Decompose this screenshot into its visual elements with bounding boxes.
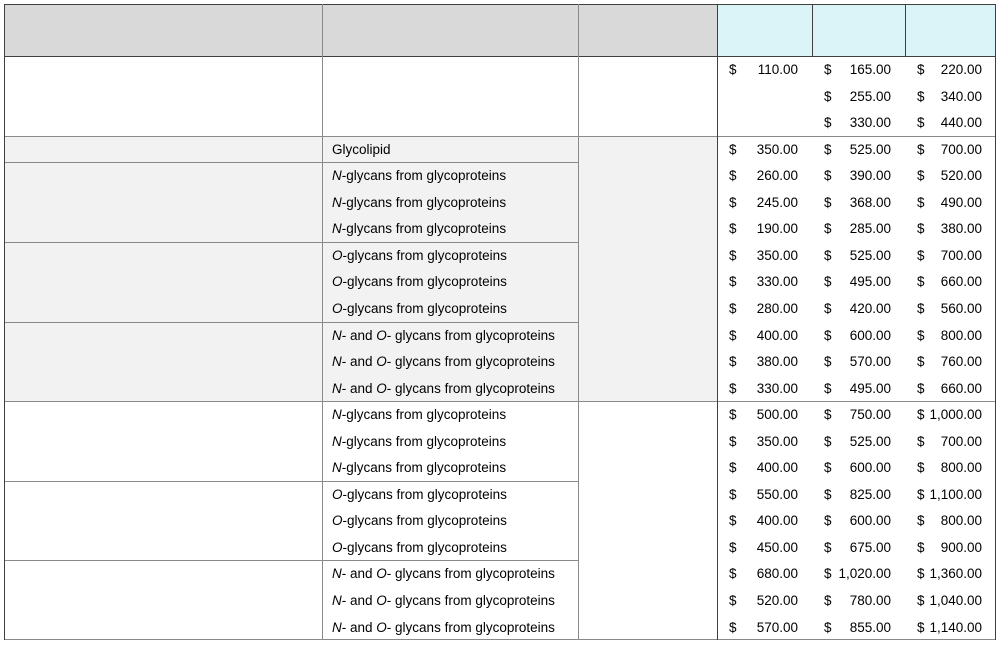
table-bottom-border [4,639,996,640]
currency-symbol: $ [917,168,925,184]
currency-symbol: $ [917,513,925,529]
price-amount: 855.00 [849,619,891,635]
price-amount: 400.00 [756,460,798,476]
currency-symbol: $ [824,327,832,343]
corporate-price-cell [905,89,996,105]
currency-symbol: $ [729,380,737,396]
currency-symbol: $ [917,460,925,476]
group-divider [4,242,578,243]
resolution-divider [578,401,717,402]
currency-symbol: $ [917,380,925,396]
academic-price-cell [812,513,905,529]
corporate-price-cell [905,620,996,636]
corporate-price-cell [905,62,996,78]
price-amount: 600.00 [849,460,891,476]
glycan-type-cell: N- and O- glycans from glycoproteins [332,593,555,608]
currency-symbol: $ [917,619,925,635]
type-col-divider [578,4,579,640]
currency-symbol: $ [824,194,832,210]
glycan-type-cell: N-glycans from glycoproteins [332,168,507,184]
corporate-price-cell [905,328,996,344]
currency-symbol: $ [824,168,832,184]
glycan-type-cell: N-glycans from glycoproteins [332,460,507,476]
academic-price-cell [812,566,905,582]
price-amount: 400.00 [756,513,798,529]
academic-price-cell [812,434,905,450]
currency-symbol: $ [729,513,737,529]
price-amount: 1,020.00 [838,566,891,582]
price-amount: 800.00 [940,513,982,529]
currency-symbol: $ [917,221,925,237]
currency-symbol: $ [824,593,832,608]
price-amount: 220.00 [940,62,982,77]
currency-symbol: $ [729,141,737,157]
header-glycan-resolution [578,4,717,56]
corporate-price-cell [905,566,996,582]
price-table [4,4,996,644]
bidmc-price-cell [717,593,812,609]
table-right-border [995,4,996,640]
price-amount: 330.00 [756,274,798,290]
academic-price-cell [812,142,905,158]
academic-price-cell [812,274,905,290]
glycan-type-cell: O-glycans from glycoproteins [332,539,507,555]
currency-symbol: $ [824,221,832,237]
price-amount: 680.00 [756,566,798,582]
corporate-price-cell [905,460,996,476]
currency-symbol: $ [824,619,832,635]
header-glycan-type [322,4,578,56]
academic-price-cell [812,195,905,211]
currency-symbol: $ [917,566,925,582]
glycan-type-cell: N- and O- glycans from glycoproteins [332,619,555,635]
bidmc-col-divider [812,4,813,56]
corporate-price-cell [905,381,996,397]
currency-symbol: $ [824,354,832,370]
academic-price-cell [812,487,905,503]
price-amount: 760.00 [940,354,982,370]
price-amount: 550.00 [756,486,798,502]
price-amount: 570.00 [849,354,891,370]
currency-symbol: $ [729,300,737,316]
currency-symbol: $ [729,539,737,555]
bidmc-price-cell [717,513,812,529]
price-amount: 750.00 [849,407,891,423]
currency-symbol: $ [729,274,737,290]
currency-symbol: $ [824,539,832,555]
currency-symbol: $ [824,566,832,582]
bidmc-price-cell [717,142,812,158]
academic-price-cell [812,115,905,131]
price-amount: 260.00 [756,168,798,184]
price-amount: 490.00 [940,194,982,210]
corporate-price-cell [905,513,996,529]
price-amount: 700.00 [940,433,982,449]
currency-symbol: $ [917,88,925,104]
currency-symbol: $ [824,407,832,423]
academic-price-cell [812,248,905,264]
price-amount: 800.00 [940,327,982,343]
bidmc-price-cell [717,62,812,78]
corporate-price-cell [905,434,996,450]
bidmc-price-cell [717,487,812,503]
price-amount: 350.00 [756,141,798,157]
academic-price-cell [812,354,905,370]
bidmc-price-cell [717,195,812,211]
price-section-divider [717,401,996,402]
currency-symbol: $ [729,327,737,343]
price-amount: 350.00 [756,247,798,263]
price-amount: 285.00 [849,221,891,237]
currency-symbol: $ [824,62,832,77]
corporate-price-cell [905,168,996,184]
price-amount: 660.00 [940,274,982,290]
price-amount: 245.00 [756,194,798,210]
price-amount: 368.00 [849,194,891,210]
table-top-border [4,4,996,5]
group-divider [4,401,578,402]
price-amount: 380.00 [940,221,982,237]
price-amount: 350.00 [756,433,798,449]
currency-symbol: $ [824,274,832,290]
price-amount: 255.00 [849,88,891,104]
bidmc-price-cell [717,540,812,556]
corporate-price-cell [905,540,996,556]
price-amount: 525.00 [849,433,891,449]
price-amount: 340.00 [940,88,982,104]
header-bottom-border [4,56,996,57]
price-amount: 1,360.00 [929,566,982,582]
corporate-price-cell [905,487,996,503]
na-resolution-merged [578,56,717,136]
currency-symbol: $ [729,221,737,237]
service-col-divider [322,4,323,640]
corporate-price-cell [905,221,996,237]
price-amount: 600.00 [849,327,891,343]
currency-symbol: $ [729,593,737,608]
academic-price-cell [812,620,905,636]
glycan-type-cell: Glycolipid [332,141,391,157]
currency-symbol: $ [729,247,737,263]
glycan-type-cell: N- and O- glycans from glycoproteins [332,327,555,343]
currency-symbol: $ [917,407,925,423]
bidmc-price-cell [717,460,812,476]
currency-symbol: $ [824,433,832,449]
glycan-type-cell: N-glycans from glycoproteins [332,433,507,449]
corporate-price-cell [905,354,996,370]
price-amount: 1,140.00 [929,619,982,635]
currency-symbol: $ [824,380,832,396]
price-amount: 520.00 [940,168,982,184]
price-amount: 660.00 [940,380,982,396]
corporate-price-cell [905,115,996,131]
currency-symbol: $ [729,433,737,449]
academic-price-cell [812,328,905,344]
currency-symbol: $ [824,460,832,476]
price-amount: 390.00 [849,168,891,184]
price-amount: 440.00 [940,115,982,131]
na-type-merged [322,56,578,136]
group-divider [4,481,578,482]
currency-symbol: $ [824,115,832,131]
currency-symbol: $ [729,566,737,582]
currency-symbol: $ [917,62,925,77]
academic-price-cell [812,381,905,397]
price-amount: 700.00 [940,141,982,157]
price-amount: 330.00 [756,380,798,396]
currency-symbol: $ [917,141,925,157]
price-amount: 1,040.00 [929,593,982,608]
structure-merged [578,401,717,640]
academic-price-cell [812,460,905,476]
academic-price-cell [812,221,905,237]
currency-symbol: $ [824,88,832,104]
currency-symbol: $ [917,247,925,263]
price-amount: 525.00 [849,247,891,263]
currency-symbol: $ [729,619,737,635]
currency-symbol: $ [729,62,737,77]
corporate-price-cell [905,301,996,317]
currency-symbol: $ [917,486,925,502]
price-amount: 280.00 [756,300,798,316]
glycan-type-cell: N-glycans from glycoproteins [332,221,507,237]
glycan-type-cell: O-glycans from glycoproteins [332,300,507,316]
price-amount: 520.00 [756,593,798,608]
header-bidmc-price [717,4,812,56]
academic-col-divider [905,4,906,56]
glycan-type-cell: N-glycans from glycoproteins [332,194,507,210]
glycan-type-cell: N- and O- glycans from glycoproteins [332,566,555,582]
glycan-type-cell: O-glycans from glycoproteins [332,274,507,290]
resolution-col-divider [717,4,718,640]
currency-symbol: $ [729,407,737,423]
currency-symbol: $ [917,354,925,370]
price-amount: 600.00 [849,513,891,529]
table-left-border [4,4,5,640]
corporate-price-cell [905,195,996,211]
corporate-price-cell [905,274,996,290]
price-amount: 900.00 [940,539,982,555]
price-amount: 380.00 [756,354,798,370]
corporate-price-cell [905,142,996,158]
price-amount: 780.00 [849,593,891,608]
composition-merged [578,136,717,402]
price-amount: 165.00 [849,62,891,77]
currency-symbol: $ [729,168,737,184]
bidmc-price-cell [717,407,812,423]
bidmc-price-cell [717,354,812,370]
academic-price-cell [812,168,905,184]
currency-symbol: $ [729,354,737,370]
glycan-type-cell: O-glycans from glycoproteins [332,486,507,502]
corporate-price-cell [905,593,996,609]
price-amount: 495.00 [849,274,891,290]
price-amount: 110.00 [757,62,798,77]
corporate-price-cell [905,407,996,423]
glycan-type-cell: N- and O- glycans from glycoproteins [332,354,555,370]
price-amount: 570.00 [756,619,798,635]
header-external-corporate [905,4,996,56]
currency-symbol: $ [917,327,925,343]
price-amount: 495.00 [849,380,891,396]
bidmc-price-cell [717,328,812,344]
currency-symbol: $ [824,300,832,316]
header-service [4,4,322,56]
price-amount: 450.00 [756,539,798,555]
glycan-type-cell: N-glycans from glycoproteins [332,407,507,423]
academic-price-cell [812,301,905,317]
currency-symbol: $ [824,486,832,502]
header-external-academic [812,4,905,56]
price-amount: 400.00 [756,327,798,343]
resolution-divider [578,136,717,137]
group-divider [4,162,578,163]
group-divider [4,560,578,561]
currency-symbol: $ [917,115,925,131]
price-amount: 1,100.00 [929,486,982,502]
price-section-divider [717,136,996,137]
price-amount: 560.00 [940,300,982,316]
price-amount: 190.00 [756,221,798,237]
price-amount: 825.00 [849,486,891,502]
currency-symbol: $ [824,141,832,157]
currency-symbol: $ [729,486,737,502]
currency-symbol: $ [917,300,925,316]
currency-symbol: $ [917,194,925,210]
price-amount: 500.00 [756,407,798,423]
corporate-price-cell [905,248,996,264]
bidmc-price-cell [717,274,812,290]
glycan-type-cell: N- and O- glycans from glycoproteins [332,380,555,396]
currency-symbol: $ [824,513,832,529]
bidmc-price-cell [717,566,812,582]
group-divider [4,322,578,323]
academic-price-cell [812,62,905,78]
academic-price-cell [812,593,905,609]
currency-symbol: $ [729,194,737,210]
price-amount: 525.00 [849,141,891,157]
academic-price-cell [812,540,905,556]
glycan-type-cell: O-glycans from glycoproteins [332,513,507,529]
bidmc-price-cell [717,248,812,264]
bidmc-price-cell [717,434,812,450]
currency-symbol: $ [917,433,925,449]
bidmc-price-cell [717,620,812,636]
currency-symbol: $ [917,539,925,555]
currency-symbol: $ [729,460,737,476]
price-amount: 330.00 [849,115,891,131]
bidmc-price-cell [717,168,812,184]
currency-symbol: $ [917,593,925,608]
bidmc-price-cell [717,301,812,317]
price-amount: 700.00 [940,247,982,263]
price-amount: 1,000.00 [929,407,982,423]
academic-price-cell [812,407,905,423]
price-amount: 800.00 [940,460,982,476]
currency-symbol: $ [824,247,832,263]
glycan-type-cell: O-glycans from glycoproteins [332,247,507,263]
price-amount: 675.00 [849,539,891,555]
bidmc-price-cell [717,381,812,397]
currency-symbol: $ [917,274,925,290]
bidmc-price-cell [717,221,812,237]
group-divider [4,136,578,137]
price-amount: 420.00 [849,300,891,316]
academic-price-cell [812,89,905,105]
